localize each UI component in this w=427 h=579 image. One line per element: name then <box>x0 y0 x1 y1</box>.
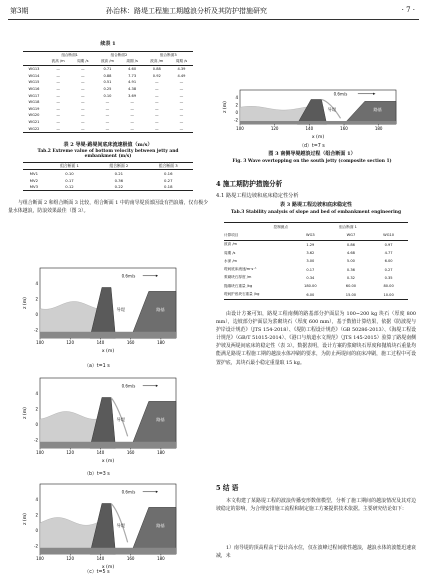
table3-title: 表 3 路堤工程边坡和底床稳定性 <box>280 202 352 208</box>
y-tick-label: 4 <box>35 390 38 396</box>
table3-row-cell: 3.00 <box>306 259 315 264</box>
y-tick-label: -2 <box>34 327 38 333</box>
table1-row <box>23 119 193 126</box>
table3-row-cell: 周期 /s <box>224 250 236 255</box>
table1-row <box>23 73 193 80</box>
table1-sub-header: 周期 /s <box>126 59 138 64</box>
table1-row-cell: 0.71 <box>103 67 112 72</box>
issue-number: 第3期 <box>10 7 29 15</box>
table1-row-cell: — <box>154 113 159 118</box>
jetty-label: 导堤 <box>116 306 125 312</box>
table2-header: 组合断面 1 <box>60 163 79 169</box>
table3-row-cell: 15.00 <box>345 292 357 297</box>
x-tick-label: 160 <box>126 340 135 345</box>
table2-row-cell: 0.21 <box>114 171 124 177</box>
x-tick-label: 180 <box>157 340 165 345</box>
table2-row <box>23 177 193 184</box>
table1-row-cell: — <box>154 119 159 124</box>
table3-row <box>224 257 408 265</box>
table3-title-en: Tab.3 Stability analysis of slope and bed of embankment engineering <box>230 210 402 215</box>
table3-row <box>224 282 408 290</box>
y-tick-label: -2 <box>34 437 38 443</box>
table1-row-cell: — <box>154 87 159 92</box>
table3 <box>224 222 408 300</box>
jetty-label: 导堤 <box>116 416 125 422</box>
table1-row-cell: — <box>81 106 85 111</box>
table2-row-cell: MV2 <box>29 177 39 183</box>
table2-row-cell: MV1 <box>29 171 39 177</box>
table1-row-cell: 0.51 <box>103 80 112 85</box>
x-tick-label: 140 <box>96 340 105 345</box>
table1-row-cell: 0.25 <box>103 87 112 92</box>
x-tick-label: 140 <box>305 126 314 131</box>
table3-row-cell: 堤间护底块石重量 /kg <box>224 292 260 297</box>
table1-row-cell: — <box>81 67 85 72</box>
table3-row-cell: 波高 /m <box>224 242 238 247</box>
table3-row-cell: 4.77 <box>384 251 393 256</box>
wave-panel-c <box>22 478 182 574</box>
table1-row-cell: 0.10 <box>103 93 112 98</box>
table1-row-cell: — <box>81 80 85 85</box>
embankment-label: 路基 <box>156 306 165 312</box>
embankment-label: 路基 <box>156 522 165 528</box>
x-axis-label: x (m) <box>101 349 115 354</box>
table1-row-cell: — <box>81 113 85 118</box>
table1-row-cell: 4.49 <box>177 73 186 78</box>
table3-row-cell: 0.35 <box>384 275 393 280</box>
table3-row <box>224 290 408 299</box>
table1-sub-header: 周期 /s <box>175 59 188 64</box>
x-tick-label: 160 <box>126 556 135 561</box>
table2-row-cell: 0.18 <box>164 184 173 190</box>
y-axis-label: z (m) <box>23 297 28 309</box>
table1-row-cell: WG19 <box>28 106 40 111</box>
table3-col-header: 控制测点 <box>273 224 288 229</box>
table1-row-cell: 0.88 <box>152 67 161 72</box>
y-tick-label: 4 <box>235 94 238 100</box>
table1-row-cell: — <box>179 87 184 92</box>
table1-row-cell: — <box>154 93 159 98</box>
table1-row-cell: — <box>81 93 85 98</box>
embankment-label: 路基 <box>373 106 382 112</box>
table1-row-cell: — <box>56 106 60 111</box>
right-paragraph: 由设计方案可知，路堤工程南侧的路基部分护面层为 100~200 kg 块石（厚度 800 mm），边坡部分护面层为浆砌块石（厚度 600 mm），基于数值计算结果，依据《防波堤与护岸设计规范》（JTS 154-2018）、《堤防工程设计规范》（GB 50286-2013）、《海堤工程设计规范》（GB/T 51015-2014）、《港口与航道水文规范》（JTS 145-2015）验算了路堤南侧护坡及两堤间底床的稳定性（表 3）。数据表明，设计方案的浆砌块石厚度和抛填块石重量均能满足路堤工程施工期的越浪水体冲刷的要求，为防止两堤间的底床冲刷，施工过程中可设置护底，其块石最小稳定重量取 15 kg。 <box>216 311 416 366</box>
panel-caption-c: （c）t=5 s <box>84 570 110 575</box>
y-tick-label: -2 <box>34 543 38 549</box>
table1-row-cell: — <box>56 67 60 72</box>
table3-row <box>224 249 408 257</box>
table1-row-cell: 7.73 <box>128 73 137 78</box>
table1-row-cell: — <box>154 80 159 85</box>
x-tick-label: 100 <box>236 126 244 131</box>
section4-title: 4 施工期防护措施分析 <box>216 180 283 188</box>
table3-point: WG3 <box>306 233 315 238</box>
section5-title: 5 结 语 <box>216 484 239 492</box>
y-axis-label: z (m) <box>23 407 28 419</box>
table1-row-cell: WG13 <box>28 67 40 72</box>
table1-row-cell: WG14 <box>28 73 40 78</box>
jetty-label: 导堤 <box>116 522 125 528</box>
x-tick-label: 180 <box>157 450 165 455</box>
table1-title: 续表 1 <box>100 41 116 47</box>
table1-sub-header: 波高 /m <box>150 59 164 64</box>
table1-row-cell: — <box>130 113 134 118</box>
seabed <box>40 548 176 554</box>
table1-row <box>23 112 193 119</box>
panel-caption-b: （b）t=3 s <box>84 472 110 477</box>
table3-row-header: 计算项目 <box>224 232 239 237</box>
y-tick-label: 0 <box>35 528 38 534</box>
table1-row-cell: — <box>105 100 110 105</box>
x-tick-label: 140 <box>96 556 105 561</box>
table3-row-cell: 0.97 <box>384 242 393 247</box>
x-tick-label: 160 <box>340 126 348 131</box>
wave-panel-a <box>22 262 182 358</box>
table1-row-cell: 4.39 <box>177 67 186 72</box>
wave-panel-d <box>222 84 402 144</box>
y-tick-label: 4 <box>35 280 38 286</box>
table2-header: 组合断面 3 <box>158 163 178 169</box>
panel-caption-d: （d）t=7 s <box>299 144 325 149</box>
arrow-head-icon <box>156 385 158 387</box>
table3-row-cell: 60.00 <box>345 284 357 289</box>
wave-plot <box>22 478 182 570</box>
table2-header <box>23 162 45 170</box>
table2-row-cell: 0.12 <box>65 184 74 190</box>
table1-row-cell: 0.88 <box>103 73 112 78</box>
conclusion-paragraph: 本文构建了某路堤工程的波浪传播变形数值模型，分析了施工期间的越浪情况及其对边坡稳定的影响，为合理安排施工流程和制定施工方案提供技术依据。主要研究结论如下： <box>216 498 416 513</box>
table1-group-header: 组合断面3 <box>159 52 177 57</box>
table1-row-cell: — <box>179 100 184 105</box>
x-tick-label: 120 <box>66 340 75 345</box>
section4-subtitle: 4.1 路堤工程边坡和底床稳定性分析 <box>216 193 299 199</box>
table1-row-cell: — <box>179 113 184 118</box>
y-tick-label: 0 <box>235 110 238 116</box>
x-tick-label: 180 <box>374 126 383 131</box>
table2-row-cell: 0.10 <box>65 171 74 177</box>
velocity-label: 0.6m/s <box>121 489 136 495</box>
y-tick-label: 0 <box>35 422 38 428</box>
table3-row-cell: 0.17 <box>306 267 315 272</box>
table1-row-cell: WG22 <box>28 126 40 131</box>
table3-row-cell: 1.29 <box>306 242 315 247</box>
table3-row-cell: 4.68 <box>346 251 355 256</box>
table2 <box>23 162 193 191</box>
table3-row-cell: 10.00 <box>383 292 394 297</box>
embankment-shape <box>131 507 176 554</box>
table1-row-cell: 3.69 <box>128 93 137 98</box>
table2-row-cell: 0.16 <box>164 171 173 177</box>
table1-row-cell: 4.60 <box>128 67 137 72</box>
table3-row-cell: 0.34 <box>306 275 315 280</box>
table1 <box>23 51 193 133</box>
x-tick-label: 180 <box>157 556 165 561</box>
table3-row-cell: 6.00 <box>306 292 315 297</box>
embankment-shape <box>131 401 176 448</box>
table1-sub-header: 波高 /m <box>100 59 114 64</box>
table1-row-cell: — <box>81 73 85 78</box>
table2-row <box>23 184 193 191</box>
table1-row-cell: — <box>56 113 60 118</box>
table3-point: WG7 <box>346 233 356 238</box>
table3-row <box>224 274 408 282</box>
table3-row <box>224 240 408 249</box>
table1-group-header: 组合断面1 <box>61 52 78 57</box>
x-tick-label: 160 <box>126 450 135 455</box>
table1-row-cell: — <box>105 119 110 124</box>
table2-header: 组合断面 2 <box>109 163 129 169</box>
table1-row-cell: — <box>56 126 60 131</box>
table2-title-en: Tab.2 Extreme value of bottom velocity between jetty and embankment (m/s) <box>37 148 179 159</box>
table1-row-cell: WG21 <box>28 119 40 124</box>
table3-row-cell: 6.00 <box>384 259 393 264</box>
table1-row <box>23 65 193 72</box>
table2-title: 表 2 导堤-路堤间底床流速极值（m/s） <box>63 141 153 148</box>
table2-row-cell: 0.22 <box>114 184 124 190</box>
x-tick-label: 120 <box>270 126 279 131</box>
header-rule <box>8 19 419 20</box>
table1-row-cell: — <box>179 119 184 124</box>
x-tick-label: 100 <box>36 340 44 345</box>
x-axis-label: x (m) <box>101 459 115 464</box>
y-tick-label: 2 <box>35 406 38 412</box>
x-tick-label: 120 <box>66 450 75 455</box>
velocity-label: 0.6m/s <box>121 383 136 389</box>
table1-row-cell: — <box>56 73 60 78</box>
table1-row-cell: 4.38 <box>128 87 137 92</box>
y-axis-label: z (m) <box>23 513 28 525</box>
table1-row-cell: — <box>56 119 60 124</box>
table3-row-cell: 堤间底床流速/m·s⁻¹ <box>224 267 257 272</box>
table1-row-cell: — <box>81 126 85 131</box>
velocity-label: 0.6m/s <box>333 91 348 97</box>
arrow-head-icon <box>156 491 158 493</box>
table2-row-cell: 0.36 <box>114 177 124 183</box>
table1-row-cell: — <box>81 100 85 105</box>
table1-row <box>23 92 193 99</box>
embankment-shape <box>344 101 396 124</box>
table3-row-cell: 3.62 <box>306 251 315 256</box>
table1-row-cell: — <box>154 100 159 105</box>
x-axis-label: x (m) <box>311 135 325 140</box>
y-tick-label: 0 <box>35 312 38 318</box>
wave-plot <box>22 372 182 464</box>
table3-row-cell: 抛填块石重量 /kg <box>224 283 253 288</box>
x-tick-label: 120 <box>66 556 75 561</box>
velocity-label: 0.6m/s <box>121 273 136 279</box>
table1-row-cell: — <box>81 119 85 124</box>
table3-row-cell: 180.00 <box>304 284 317 289</box>
table1-row-cell: WG16 <box>28 87 40 92</box>
table1-row-cell: WG20 <box>28 113 40 118</box>
table1-row-cell: — <box>56 100 60 105</box>
seabed <box>240 121 396 124</box>
table2-row-cell: 0.27 <box>164 177 173 183</box>
conclusion-item-1: 1）南导堤的顶高程高于设计高水位，仅在波峰过程间歇性越浪，越浪水体的波能迅速衰减，未 <box>216 545 416 560</box>
table1-row <box>23 125 193 132</box>
table1-row-cell: — <box>130 100 134 105</box>
table1-row <box>23 106 193 113</box>
table1-row-cell: — <box>56 93 60 98</box>
table1-row-cell: — <box>154 126 159 131</box>
table3-row-cell: 0.86 <box>346 242 355 247</box>
y-tick-label: 2 <box>235 102 238 108</box>
table3-row-cell: 0.27 <box>384 267 393 272</box>
arrow-head-icon <box>373 93 375 95</box>
table1-row-cell: — <box>179 106 184 111</box>
table2-row <box>23 170 193 177</box>
seabed <box>40 442 176 448</box>
jetty-label: 导堤 <box>327 106 337 112</box>
table3-row-cell: 水深 /m <box>224 258 238 263</box>
seabed <box>40 332 176 338</box>
table3-row-cell: 80.00 <box>383 284 394 289</box>
x-tick-label: 140 <box>96 450 105 455</box>
y-tick-label: -2 <box>234 117 238 123</box>
table1-row-cell: — <box>130 126 134 131</box>
table1-row-cell: — <box>130 119 134 124</box>
table1-row-cell: — <box>56 80 60 85</box>
table1-row <box>23 79 193 86</box>
left-paragraph: 与组合断面 2 和组合断面 3 比较，组合断面 1 中的南导堤顶部因设有挡浪墙，仅有极少量水体越浪，防浪效果最佳（图 3）。 <box>8 200 208 215</box>
table3-row-cell: 0.36 <box>346 267 355 272</box>
wave-plot <box>222 84 402 140</box>
left-column <box>8 22 208 215</box>
table1-row-cell: WG17 <box>28 93 40 98</box>
y-tick-label: 2 <box>35 512 38 518</box>
table1-row-cell: — <box>179 93 184 98</box>
table1-row-cell: — <box>105 106 110 111</box>
table1-row-cell: — <box>105 113 110 118</box>
table2-row-cell: MV3 <box>29 184 39 190</box>
table1-row-cell: — <box>179 126 184 131</box>
x-tick-label: 100 <box>36 556 44 561</box>
arrow-head-icon <box>156 275 158 277</box>
figure3-caption-en: Fig. 3 Wave overtopping on the south jetty (composite section 1) <box>232 159 392 164</box>
table1-sub-header: 周期 /s <box>77 59 89 64</box>
table1-row-cell: — <box>105 126 110 131</box>
figure3-caption: 图 3 南侧导堤越浪过程（组合断面 1） <box>268 151 356 157</box>
table1-row-cell: — <box>179 80 184 85</box>
table3-row-cell: 浆砌块石厚度 /m <box>224 275 252 280</box>
y-tick-label: 2 <box>35 296 38 302</box>
embankment-shape <box>131 291 176 338</box>
y-axis-label: z (m) <box>223 101 228 113</box>
table1-row-cell: — <box>130 106 134 111</box>
table1-row-cell: — <box>56 87 60 92</box>
table3-row-cell: 5.00 <box>346 259 355 264</box>
table1-row <box>23 86 193 93</box>
table1-row <box>23 99 193 106</box>
table1-row-cell: — <box>154 106 159 111</box>
table1-row-cell: 4.91 <box>128 80 137 85</box>
x-tick-label: 100 <box>36 450 44 455</box>
embankment-label: 路基 <box>156 416 165 422</box>
page-number: · 7 · <box>401 6 415 14</box>
table1-sub-header: 波高 /m <box>51 59 65 64</box>
table1-row-cell: WG18 <box>28 100 40 105</box>
wave-plot <box>22 262 182 354</box>
running-title: 孙治林：路堤工程施工期越浪分析及其防护措施研究 <box>106 7 267 15</box>
y-tick-label: 4 <box>35 496 38 502</box>
table3-row-cell: 0.32 <box>346 275 355 280</box>
table3-point: WG10 <box>383 233 395 238</box>
table1-row-cell: — <box>81 87 85 92</box>
table1-group-header: 组合断面2 <box>110 52 128 57</box>
panel-caption-a: （a）t=1 s <box>84 364 110 369</box>
table3-row <box>224 265 408 273</box>
x-axis-label: x (m) <box>101 565 115 570</box>
table2-row-cell: 0.17 <box>65 177 74 183</box>
table3-group-header: 组合断面 1 <box>339 224 357 229</box>
table1-row-cell: WG15 <box>28 80 40 85</box>
table1-row-cell: 0.92 <box>152 73 161 78</box>
wave-panel-b <box>22 372 182 468</box>
